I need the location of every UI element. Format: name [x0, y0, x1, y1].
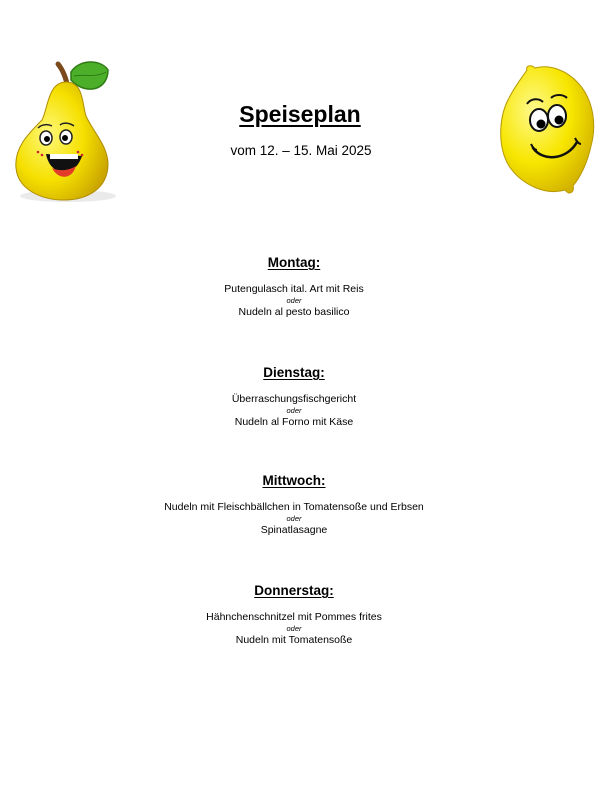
- dish-option-1: Überraschungsfischgericht: [231, 393, 357, 405]
- day-title: Montag:: [267, 255, 321, 270]
- or-separator: oder: [286, 514, 302, 523]
- dish-option-2: Spinatlasagne: [260, 524, 328, 536]
- or-separator: oder: [286, 624, 302, 633]
- day-section-montag: [0, 255, 588, 319]
- day-title: Mittwoch:: [262, 473, 326, 488]
- dish-option-1: Putengulasch ital. Art mit Reis: [224, 283, 364, 295]
- dish-option-1: Hähnchenschnitzel mit Pommes frites: [206, 611, 382, 623]
- dish-option-2: Nudeln mit Tomatensoße: [235, 634, 353, 646]
- smiling-pear-icon: [8, 58, 120, 204]
- or-separator: oder: [286, 406, 302, 415]
- day-title: Donnerstag:: [254, 583, 334, 598]
- smiling-lemon-icon: [497, 62, 597, 198]
- dish-option-2: Nudeln al Forno mit Käse: [234, 416, 354, 428]
- day-section-mittwoch: [0, 473, 588, 537]
- day-section-donnerstag: [0, 583, 588, 647]
- day-section-dienstag: [0, 365, 588, 429]
- page-title: Speiseplan: [239, 101, 361, 127]
- dish-option-1: Nudeln mit Fleischbällchen in Tomatensoße und Erbsen: [164, 501, 424, 513]
- dish-option-2: Nudeln al pesto basilico: [238, 306, 350, 318]
- day-title: Dienstag:: [263, 365, 325, 380]
- or-separator: oder: [286, 296, 302, 305]
- date-range: vom 12. – 15. Mai 2025: [230, 143, 372, 158]
